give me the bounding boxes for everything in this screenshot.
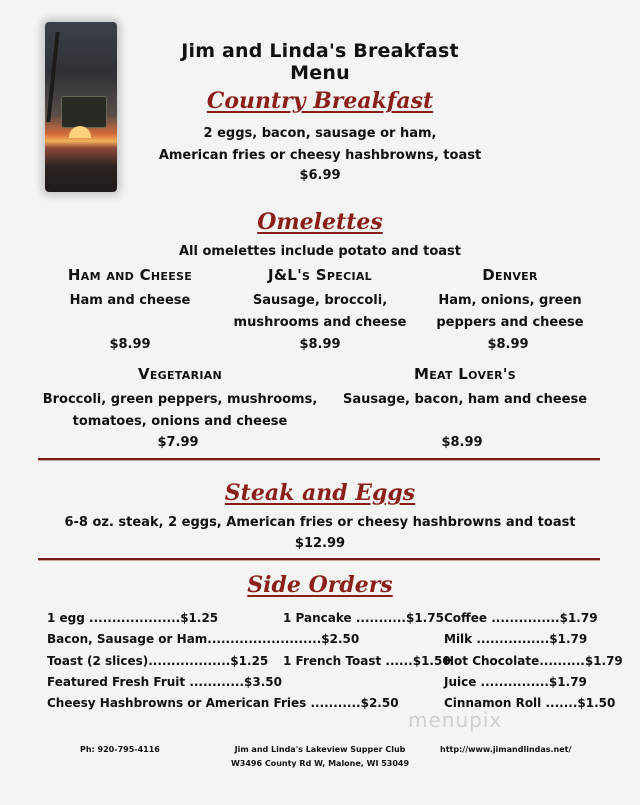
omelette-jl-special-desc1: Sausage, broccoli, (252, 293, 388, 308)
omelette-ham-cheese-name: Ham and Cheese (67, 266, 193, 284)
sunset-sign-photo (45, 22, 117, 192)
footer-phone: Ph: 920-795-4116 (80, 745, 160, 754)
omelette-ham-cheese-price: $8.99 (109, 337, 151, 352)
steak-eggs-price: $12.99 (294, 536, 346, 551)
omelette-vegetarian-desc1: Broccoli, green peppers, mushrooms, (42, 392, 318, 407)
steak-eggs-heading: Steak and Eggs (224, 480, 416, 506)
omelette-meat-lovers-price: $8.99 (441, 435, 483, 450)
omelettes-note: All omelettes include potato and toast (179, 244, 461, 259)
side-pancake: 1 Pancake ...........$1.75 (283, 611, 444, 625)
hanging-sign (61, 96, 107, 128)
omelette-meat-lovers-desc: Sausage, bacon, ham and cheese (342, 392, 588, 407)
side-fresh-fruit: Featured Fresh Fruit ............$3.50 (47, 675, 282, 689)
footer-club-name: Jim and Linda's Lakeview Supper Club (234, 745, 406, 754)
omelette-vegetarian-price: $7.99 (157, 435, 199, 450)
side-egg: 1 egg ....................$1.25 (47, 611, 219, 625)
footer-address: W3496 County Rd W, Malone, WI 53049 (230, 759, 410, 768)
omelette-jl-special-price: $8.99 (299, 337, 341, 352)
country-breakfast-line2: American fries or cheesy hashbrowns, toast (158, 148, 482, 163)
side-french-toast: 1 French Toast ......$1.50 (283, 654, 451, 668)
menu-title: Jim and Linda's Breakfast Menu (181, 40, 459, 84)
omelette-denver-desc2: peppers and cheese (436, 315, 584, 330)
watermark: menupix (408, 708, 503, 732)
omelette-ham-cheese-desc: Ham and cheese (69, 293, 191, 308)
omelette-denver-desc1: Ham, onions, green (438, 293, 582, 308)
omelette-meat-lovers-name: Meat Lover's (413, 365, 517, 383)
footer-website[interactable]: http://www.jimandlindas.net/ (440, 745, 572, 754)
divider-2 (38, 558, 600, 560)
steak-eggs-desc: 6-8 oz. steak, 2 eggs, American fries or cheesy hashbrowns and toast (64, 515, 576, 530)
side-hashbrowns-fries: Cheesy Hashbrowns or American Fries ...........$2.50 (47, 696, 399, 710)
side-juice: Juice ...............$1.79 (444, 675, 587, 689)
omelette-vegetarian-name: Vegetarian (137, 365, 223, 383)
divider-1 (38, 458, 600, 460)
country-breakfast-heading: Country Breakfast (206, 88, 434, 114)
side-orders-heading: Side Orders (247, 572, 393, 598)
side-cinnamon-roll: Cinnamon Roll .......$1.50 (444, 696, 616, 710)
omelette-denver-name: Denver (482, 266, 538, 284)
omelette-jl-special-name: J&L's Special (268, 266, 372, 284)
country-breakfast-price: $6.99 (299, 168, 341, 183)
country-breakfast-line1: 2 eggs, bacon, sausage or ham, (203, 126, 437, 141)
side-coffee: Coffee ...............$1.79 (444, 611, 598, 625)
side-toast: Toast (2 slices)..................$1.25 (47, 654, 269, 668)
omelette-denver-price: $8.99 (487, 337, 529, 352)
side-milk: Milk ................$1.79 (444, 632, 588, 646)
omelettes-heading: Omelettes (257, 209, 383, 235)
omelette-jl-special-desc2: mushrooms and cheese (233, 315, 407, 330)
side-hot-chocolate: Hot Chocolate..........$1.79 (444, 654, 623, 668)
side-bacon-sausage-ham: Bacon, Sausage or Ham.........................$2.50 (47, 632, 360, 646)
omelette-vegetarian-desc2: tomatoes, onions and cheese (72, 414, 288, 429)
